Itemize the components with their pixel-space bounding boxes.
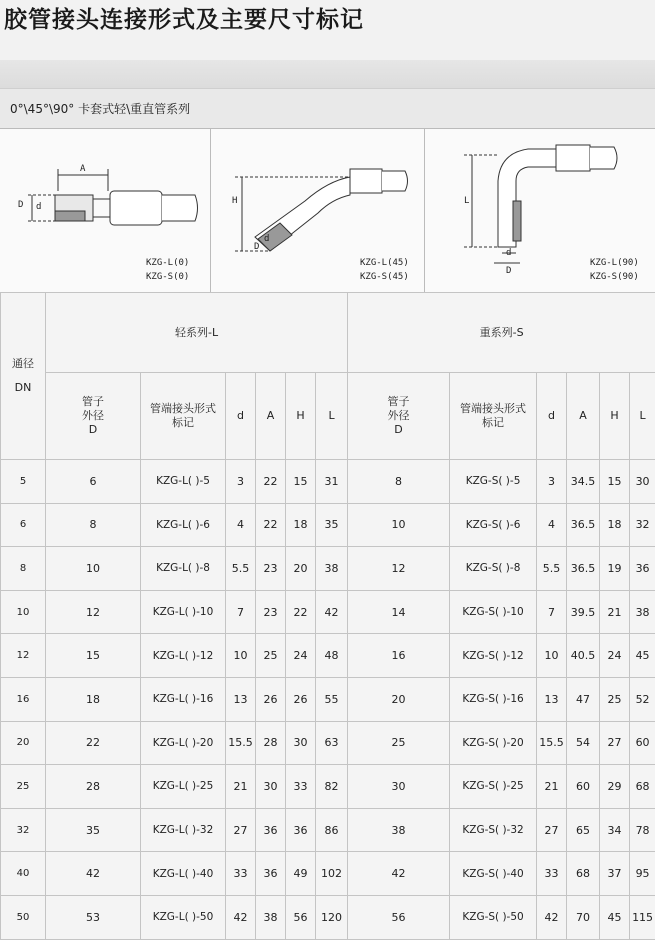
heavy-L-cell: 115: [630, 895, 655, 939]
dn-cell: 25: [1, 765, 46, 809]
heavy-L-cell: 52: [630, 677, 655, 721]
heavy-A-cell: 34.5: [567, 460, 600, 504]
heavy-H-cell: 15: [600, 460, 630, 504]
light-pipe-od-header: [46, 373, 141, 460]
hdr-line: 标记: [141, 416, 225, 430]
heavy-d-header: d: [537, 373, 567, 460]
hdr-line: 管端接头形式: [141, 402, 225, 416]
heavy-pipe-od-cell: 56: [348, 895, 450, 939]
dn-cell: 5: [1, 460, 46, 504]
diagram-90deg: [424, 129, 655, 293]
heavy-A-cell: 36.5: [567, 503, 600, 547]
heavy-H-cell: 19: [600, 547, 630, 591]
light-L-cell: 31: [316, 460, 348, 504]
light-H-cell: 22: [286, 590, 316, 634]
light-d-cell: 21: [226, 765, 256, 809]
light-pipe-od-cell: 28: [46, 765, 141, 809]
heavy-mark-cell: KZG-S( )-5: [450, 460, 537, 504]
heavy-H-cell: 29: [600, 765, 630, 809]
heavy-mark-cell: KZG-S( )-20: [450, 721, 537, 765]
heavy-pipe-od-cell: 42: [348, 852, 450, 896]
heavy-A-cell: 65: [567, 808, 600, 852]
table-row: [1, 460, 655, 504]
light-mark-cell: KZG-L( )-50: [141, 895, 226, 939]
light-H-cell: 18: [286, 503, 316, 547]
heavy-H-cell: 37: [600, 852, 630, 896]
heavy-A-cell: 60: [567, 765, 600, 809]
heavy-pipe-od-cell: 8: [348, 460, 450, 504]
heavy-A-cell: 36.5: [567, 547, 600, 591]
light-mark-cell: KZG-L( )-10: [141, 590, 226, 634]
light-d-cell: 4: [226, 503, 256, 547]
dn-cell: 16: [1, 677, 46, 721]
heavy-L-header: L: [630, 373, 655, 460]
table-row: [1, 547, 655, 591]
heavy-H-cell: 18: [600, 503, 630, 547]
hdr-line: 管子: [46, 395, 140, 409]
light-A-cell: 26: [256, 677, 286, 721]
dim-H: H: [232, 195, 237, 207]
light-pipe-od-cell: 6: [46, 460, 141, 504]
light-d-cell: 27: [226, 808, 256, 852]
heavy-A-cell: 70: [567, 895, 600, 939]
heavy-d-cell: 27: [537, 808, 567, 852]
heavy-A-header: A: [567, 373, 600, 460]
heavy-A-cell: 47: [567, 677, 600, 721]
light-d-cell: 7: [226, 590, 256, 634]
light-L-cell: 120: [316, 895, 348, 939]
light-pipe-od-cell: 8: [46, 503, 141, 547]
heavy-pipe-od-cell: 12: [348, 547, 450, 591]
table-body: [1, 460, 655, 940]
label-kzg-l90: KZG-L(90): [590, 257, 639, 269]
light-H-cell: 36: [286, 808, 316, 852]
heavy-mark-cell: KZG-S( )-10: [450, 590, 537, 634]
heavy-d-cell: 21: [537, 765, 567, 809]
heavy-pipe-od-cell: 16: [348, 634, 450, 678]
light-L-cell: 42: [316, 590, 348, 634]
light-d-header: d: [226, 373, 256, 460]
light-A-cell: 28: [256, 721, 286, 765]
heavy-mark-cell: KZG-S( )-50: [450, 895, 537, 939]
light-L-header: L: [316, 373, 348, 460]
dn-cell: 32: [1, 808, 46, 852]
heavy-L-cell: 60: [630, 721, 655, 765]
dn-cell: 20: [1, 721, 46, 765]
heavy-mark-cell: KZG-S( )-40: [450, 852, 537, 896]
light-mark-cell: KZG-L( )-12: [141, 634, 226, 678]
heavy-pipe-od-cell: 30: [348, 765, 450, 809]
heavy-mark-cell: KZG-S( )-25: [450, 765, 537, 809]
light-pipe-od-cell: 12: [46, 590, 141, 634]
heavy-L-cell: 95: [630, 852, 655, 896]
light-A-cell: 36: [256, 808, 286, 852]
light-d-cell: 33: [226, 852, 256, 896]
heavy-A-cell: 39.5: [567, 590, 600, 634]
light-H-cell: 15: [286, 460, 316, 504]
heavy-H-cell: 24: [600, 634, 630, 678]
light-pipe-od-cell: 22: [46, 721, 141, 765]
heavy-H-cell: 27: [600, 721, 630, 765]
dn-header-line1: 通径: [1, 357, 45, 371]
hdr-line: 管端接头形式: [450, 402, 536, 416]
table-row: [1, 765, 655, 809]
dim-D-90: D: [506, 265, 511, 277]
heavy-mark-cell: KZG-S( )-16: [450, 677, 537, 721]
light-H-cell: 30: [286, 721, 316, 765]
dn-header: [1, 293, 46, 460]
light-A-cell: 30: [256, 765, 286, 809]
dim-D: D: [18, 199, 23, 211]
heavy-d-cell: 42: [537, 895, 567, 939]
light-mark-cell: KZG-L( )-8: [141, 547, 226, 591]
light-mark-cell: KZG-L( )-6: [141, 503, 226, 547]
light-pipe-od-cell: 15: [46, 634, 141, 678]
heavy-mark-cell: KZG-S( )-32: [450, 808, 537, 852]
dim-L: L: [464, 195, 469, 207]
dn-header-line2: DN: [1, 381, 45, 395]
light-L-cell: 48: [316, 634, 348, 678]
light-d-cell: 15.5: [226, 721, 256, 765]
dn-cell: 12: [1, 634, 46, 678]
light-A-cell: 23: [256, 547, 286, 591]
light-d-cell: 5.5: [226, 547, 256, 591]
label-kzg-s90: KZG-S(90): [590, 271, 639, 283]
light-mark-cell: KZG-L( )-32: [141, 808, 226, 852]
heavy-H-cell: 34: [600, 808, 630, 852]
dim-d: d: [36, 201, 41, 213]
heavy-pipe-od-cell: 20: [348, 677, 450, 721]
light-H-cell: 24: [286, 634, 316, 678]
dim-d-45: d: [264, 233, 269, 245]
dim-d-90: d: [506, 247, 511, 259]
light-L-cell: 82: [316, 765, 348, 809]
heavy-mark-cell: KZG-S( )-8: [450, 547, 537, 591]
hdr-line: 管子: [348, 395, 449, 409]
heavy-A-cell: 68: [567, 852, 600, 896]
series-subtitle: 0°\45°\90° 卡套式轻\重直管系列: [0, 88, 655, 128]
heavy-H-cell: 25: [600, 677, 630, 721]
dn-cell: 6: [1, 503, 46, 547]
label-kzg-l0: KZG-L(0): [146, 257, 189, 269]
fitting-diagrams: [0, 128, 655, 294]
light-mark-cell: KZG-L( )-5: [141, 460, 226, 504]
light-d-cell: 10: [226, 634, 256, 678]
hdr-line: D: [46, 423, 140, 437]
label-kzg-s45: KZG-S(45): [360, 271, 409, 283]
light-pipe-od-cell: 18: [46, 677, 141, 721]
light-mark-cell: KZG-L( )-16: [141, 677, 226, 721]
hdr-line: 外径: [46, 409, 140, 423]
light-A-cell: 25: [256, 634, 286, 678]
heavy-d-cell: 4: [537, 503, 567, 547]
heavy-d-cell: 13: [537, 677, 567, 721]
heavy-pipe-od-header: [348, 373, 450, 460]
heavy-series-header: 重系列-S: [348, 293, 655, 373]
light-pipe-od-cell: 35: [46, 808, 141, 852]
diagram-straight: [0, 129, 211, 293]
diagram-45deg: [210, 129, 425, 293]
dn-cell: 8: [1, 547, 46, 591]
label-kzg-s0: KZG-S(0): [146, 271, 189, 283]
light-pipe-od-cell: 42: [46, 852, 141, 896]
page-title: 胶管接头连接形式及主要尺寸标记: [0, 0, 655, 40]
light-series-header: 轻系列-L: [46, 293, 348, 373]
heavy-L-cell: 78: [630, 808, 655, 852]
light-L-cell: 35: [316, 503, 348, 547]
heavy-mark-cell: KZG-S( )-6: [450, 503, 537, 547]
light-A-header: A: [256, 373, 286, 460]
hdr-line: 外径: [348, 409, 449, 423]
dn-cell: 40: [1, 852, 46, 896]
heavy-L-cell: 30: [630, 460, 655, 504]
hdr-line: 标记: [450, 416, 536, 430]
dim-A: A: [80, 163, 85, 175]
heavy-d-cell: 5.5: [537, 547, 567, 591]
heavy-pipe-od-cell: 25: [348, 721, 450, 765]
label-kzg-l45: KZG-L(45): [360, 257, 409, 269]
light-H-cell: 33: [286, 765, 316, 809]
light-A-cell: 36: [256, 852, 286, 896]
heavy-pipe-od-cell: 38: [348, 808, 450, 852]
heavy-mark-cell: KZG-S( )-12: [450, 634, 537, 678]
heavy-d-cell: 3: [537, 460, 567, 504]
light-mark-cell: KZG-L( )-20: [141, 721, 226, 765]
hdr-line: D: [348, 423, 449, 437]
heavy-d-cell: 10: [537, 634, 567, 678]
light-H-cell: 26: [286, 677, 316, 721]
light-mark-cell: KZG-L( )-40: [141, 852, 226, 896]
dn-cell: 50: [1, 895, 46, 939]
heavy-L-cell: 38: [630, 590, 655, 634]
table-row: [1, 590, 655, 634]
table-row: [1, 852, 655, 896]
table-row: [1, 634, 655, 678]
table-row: [1, 808, 655, 852]
dim-D-45: D: [254, 241, 259, 253]
light-d-cell: 42: [226, 895, 256, 939]
light-mark-cell: KZG-L( )-25: [141, 765, 226, 809]
light-A-cell: 23: [256, 590, 286, 634]
light-A-cell: 22: [256, 460, 286, 504]
light-A-cell: 22: [256, 503, 286, 547]
table-row: [1, 721, 655, 765]
heavy-L-cell: 32: [630, 503, 655, 547]
light-d-cell: 13: [226, 677, 256, 721]
dn-cell: 10: [1, 590, 46, 634]
heavy-A-cell: 40.5: [567, 634, 600, 678]
table-row: [1, 503, 655, 547]
heavy-d-cell: 7: [537, 590, 567, 634]
heavy-pipe-od-cell: 14: [348, 590, 450, 634]
heavy-L-cell: 68: [630, 765, 655, 809]
heavy-mark-header: [450, 373, 537, 460]
heavy-L-cell: 45: [630, 634, 655, 678]
heavy-A-cell: 54: [567, 721, 600, 765]
heavy-d-cell: 33: [537, 852, 567, 896]
light-H-cell: 49: [286, 852, 316, 896]
dimension-table: [0, 292, 655, 940]
table-row: [1, 677, 655, 721]
light-mark-header: [141, 373, 226, 460]
light-L-cell: 38: [316, 547, 348, 591]
light-L-cell: 86: [316, 808, 348, 852]
heavy-H-cell: 45: [600, 895, 630, 939]
light-A-cell: 38: [256, 895, 286, 939]
table-row: [1, 895, 655, 939]
heavy-pipe-od-cell: 10: [348, 503, 450, 547]
light-L-cell: 102: [316, 852, 348, 896]
light-H-cell: 56: [286, 895, 316, 939]
header-band: [0, 60, 655, 88]
light-pipe-od-cell: 10: [46, 547, 141, 591]
light-H-cell: 20: [286, 547, 316, 591]
light-H-header: H: [286, 373, 316, 460]
heavy-H-header: H: [600, 373, 630, 460]
light-pipe-od-cell: 53: [46, 895, 141, 939]
light-L-cell: 55: [316, 677, 348, 721]
heavy-d-cell: 15.5: [537, 721, 567, 765]
heavy-H-cell: 21: [600, 590, 630, 634]
heavy-L-cell: 36: [630, 547, 655, 591]
light-d-cell: 3: [226, 460, 256, 504]
light-L-cell: 63: [316, 721, 348, 765]
